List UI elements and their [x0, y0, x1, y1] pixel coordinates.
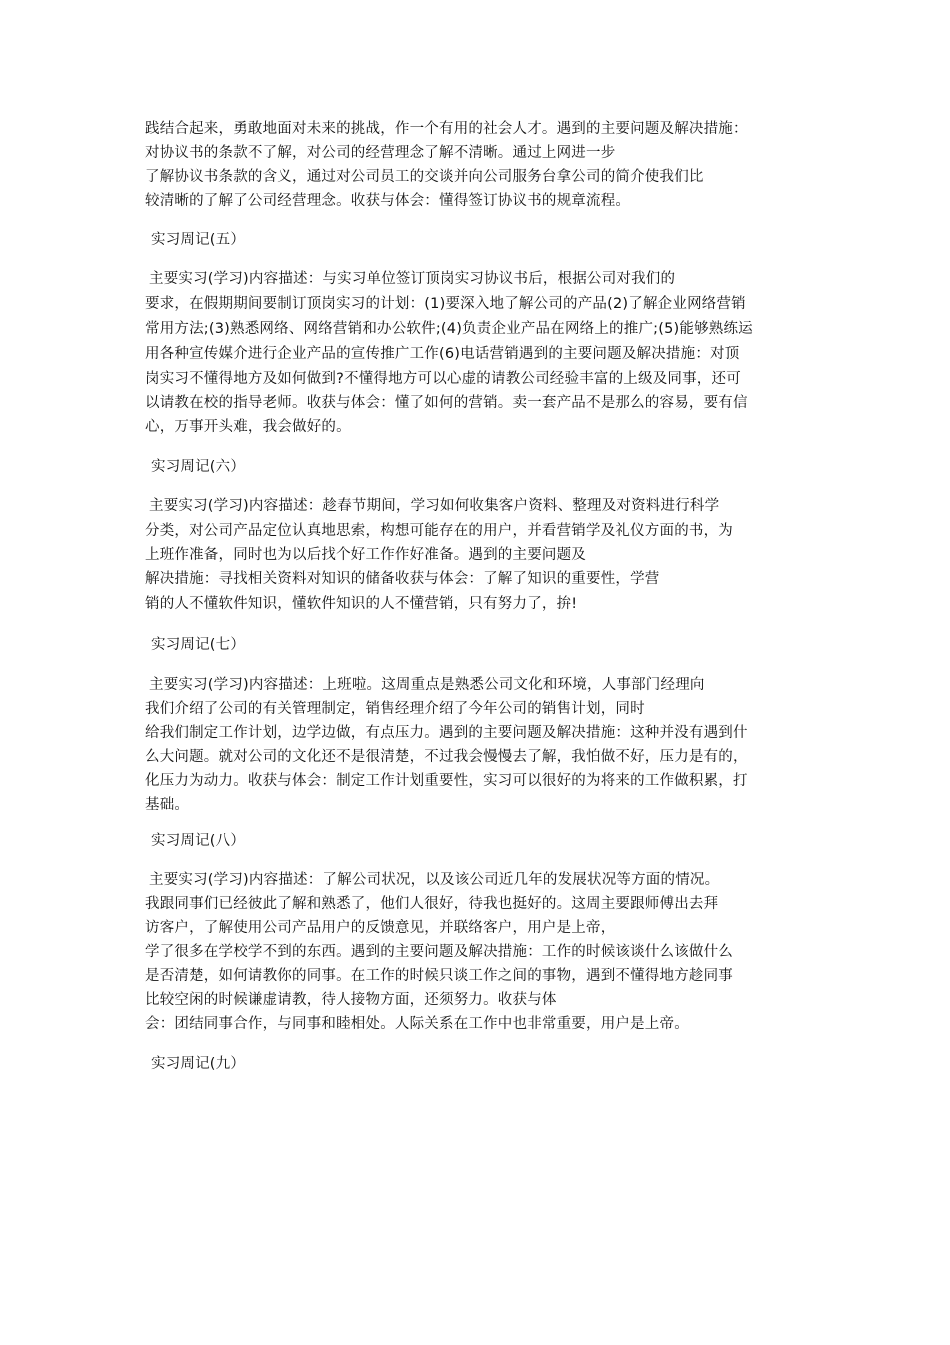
paragraph-line: 对协议书的条款不了解，对公司的经营理念了解不清晰。通过上网进一步: [145, 145, 616, 161]
paragraph-line: 学了很多在学校学不到的东西。遇到的主要问题及解决措施：工作的时候该谈什么该做什么: [145, 944, 733, 960]
paragraph-line: 会：团结同事合作，与同事和睦相处。人际关系在工作中也非常重要，用户是上帝。: [145, 1016, 689, 1032]
section-heading-week-9: 实习周记(九）: [151, 1056, 246, 1072]
paragraph-line: 我们介绍了公司的有关管理制定，销售经理介绍了今年公司的销售计划，同时: [145, 701, 645, 717]
paragraph-line: 我跟同事们已经彼此了解和熟悉了，他们人很好，待我也挺好的。这周主要跟师傅出去拜: [145, 896, 719, 912]
paragraph-line: 访客户，了解使用公司产品用户的反馈意见，并联络客户，用户是上帝，: [145, 920, 616, 936]
paragraph-line: 较清晰的了解了公司经营理念。收获与体会：懂得签订协议书的规章流程。: [145, 193, 631, 209]
paragraph-line: 了解协议书条款的含义，通过对公司员工的交谈并向公司服务台拿公司的简介使我们比: [145, 169, 704, 185]
section-heading-week-8: 实习周记(八）: [151, 833, 246, 849]
paragraph-line: 解决措施：寻找相关资料对知识的储备收获与体会：了解了知识的重要性，学营: [145, 571, 660, 587]
paragraph-line: 化压力为动力。收获与体会：制定工作计划重要性，实习可以很好的为将来的工作做积累，打: [145, 773, 748, 789]
paragraph-line: 基础。: [145, 797, 190, 813]
section-heading-week-6: 实习周记(六）: [151, 459, 246, 475]
paragraph-line: 主要实习(学习)内容描述：与实习单位签订顶岗实习协议书后，根据公司对我们的: [149, 271, 676, 287]
paragraph-line: 是否清楚，如何请教你的同事。在工作的时候只谈工作之间的事物，遇到不懂得地方趁同事: [145, 968, 733, 984]
paragraph-line: 么大问题。就对公司的文化还不是很清楚，不过我会慢慢去了解，我怕做不好，压力是有的，: [145, 749, 748, 765]
paragraph-line: 比较空闲的时候谦虚请教，待人接物方面，还须努力。收获与体: [145, 992, 557, 1008]
paragraph-line: 主要实习(学习)内容描述：了解公司状况，以及该公司近几年的发展状况等方面的情况。: [149, 872, 720, 888]
paragraph-line: 用各种宣传媒介进行企业产品的宣传推广工作(6)电话营销遇到的主要问题及解决措施：对顶: [145, 346, 740, 362]
paragraph-line: 给我们制定工作计划，边学边做，有点压力。遇到的主要问题及解决措施：这种并没有遇到什: [145, 725, 748, 741]
paragraph-line: 主要实习(学习)内容描述：上班啦。这周重点是熟悉公司文化和环境，人事部门经理向: [149, 677, 705, 693]
paragraph-line: 上班作准备，同时也为以后找个好工作作好准备。遇到的主要问题及: [145, 547, 586, 563]
section-heading-week-5: 实习周记(五）: [151, 232, 246, 248]
paragraph-line: 岗实习不懂得地方及如何做到?不懂得地方可以心虚的请教公司经验丰富的上级及同事，还可: [145, 371, 741, 387]
paragraph-line: 以请教在校的指导老师。收获与体会：懂了如何的营销。卖一套产品不是那么的容易，要有信: [145, 395, 748, 411]
paragraph-line: 分类，对公司产品定位认真地思索，构想可能存在的用户，并看营销学及礼仪方面的书，为: [145, 523, 733, 539]
paragraph-line: 常用方法;(3)熟悉网络、网络营销和办公软件;(4)负责企业产品在网络上的推广;(5)能够熟练运: [145, 321, 753, 337]
paragraph-line: 践结合起来，勇敢地面对未来的挑战，作一个有用的社会人才。遇到的主要问题及解决措施：: [145, 121, 748, 137]
paragraph-line: 主要实习(学习)内容描述：趁春节期间，学习如何收集客户资料、整理及对资料进行科学: [149, 498, 720, 514]
paragraph-line: 心，万事开头难，我会做好的。: [145, 419, 351, 435]
section-heading-week-7: 实习周记(七）: [151, 637, 246, 653]
paragraph-line: 要求，在假期期间要制订顶岗实习的计划：(1)要深入地了解公司的产品(2)了解企业网络营销: [145, 296, 746, 312]
paragraph-line: 销的人不懂软件知识，懂软件知识的人不懂营销，只有努力了，拚!: [145, 596, 578, 612]
